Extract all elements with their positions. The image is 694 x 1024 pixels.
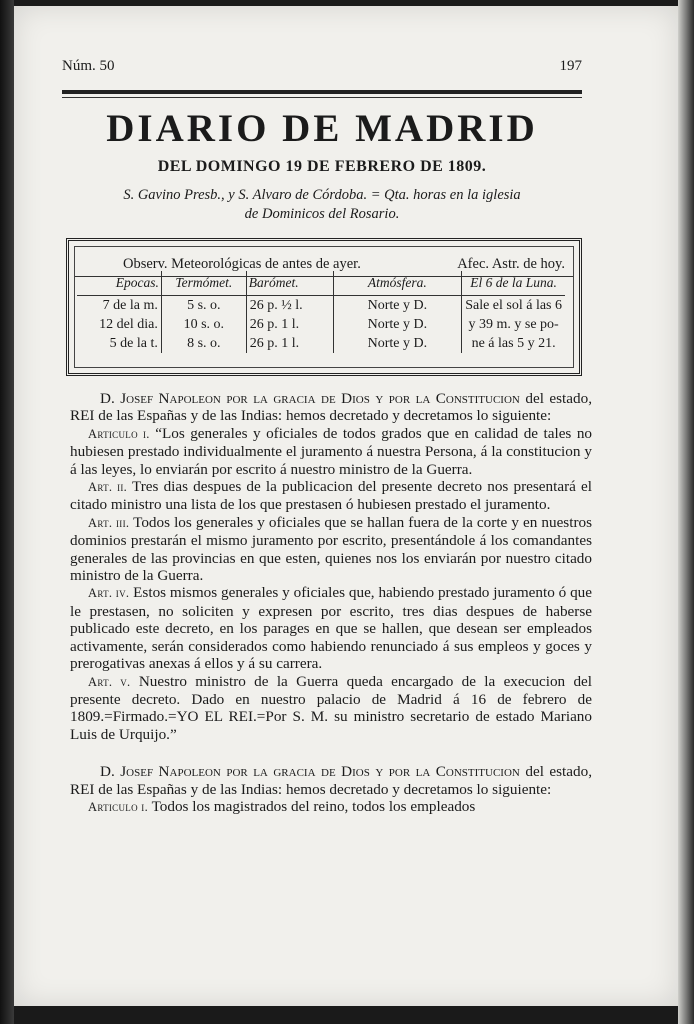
col-epocas: Epocas. <box>77 271 161 296</box>
cell-termometro: 5 s. o. <box>161 296 246 316</box>
cell-epoca: 7 de la m. <box>77 296 161 316</box>
newspaper-title: DIARIO DE MADRID <box>106 107 538 150</box>
article-label: Art. ii. <box>88 480 128 495</box>
decree-2-rest: del estado, REI de las Españas y de las Indias: hemos decretado y decretamos lo siguiente: <box>70 763 592 798</box>
issue-number: Núm. 50 <box>62 58 115 74</box>
col-atmosfera: Atmósfera. <box>333 271 462 296</box>
page-number: 197 <box>559 58 582 74</box>
decree-1-opening <box>70 390 592 425</box>
cell-epoca: 5 de la t. <box>77 334 161 353</box>
page-gutter-shadow <box>0 0 14 1024</box>
col-termometro: Termómet. <box>161 271 246 296</box>
saints-line-2: de Dominicos del Rosario. <box>244 206 400 222</box>
saints-of-the-day <box>62 186 582 224</box>
cell-barometro: 26 p. 1 l. <box>246 334 333 353</box>
cell-termometro: 8 s. o. <box>161 334 246 353</box>
meteo-caption-right: Afec. Astr. de hoy. <box>457 256 565 272</box>
dateline: DEL DOMINGO 19 DE FEBRERO DE 1809. <box>157 158 487 175</box>
cell-luna: ne á las 5 y 21. <box>471 335 556 351</box>
page-right-edge <box>678 0 694 1024</box>
cell-luna: y 39 m. y se po- <box>468 316 559 332</box>
cell-luna: Sale el sol á las 6 <box>465 297 562 313</box>
cell-barometro: 26 p. 1 l. <box>246 315 333 334</box>
cell-atmosfera: Norte y D. <box>333 334 462 353</box>
article-text: Todos los magistrados del reino, todos los empleados <box>151 797 476 815</box>
cell-atmosfera: Norte y D. <box>333 315 462 334</box>
article-text: Estos mismos generales y oficiales que, habiendo prestado juramento ó que le prestasen, no soliciten y expresen por escrito, tres dias despues de haberse publicado este decreto, en los parages en que se hallen, que desean ser empleados activamente, serán considerados como habiendo renunciado á sus empleos y goces y prerogativas anexas á ellos y á su carrera. <box>70 584 593 673</box>
cell-atmosfera: Norte y D. <box>333 296 462 316</box>
decree-2-caps: D. Josef Napoleon por la gracia de Dios y por la Constitucion <box>100 763 520 781</box>
table-row <box>77 315 565 334</box>
decree-1-article-1 <box>70 425 592 478</box>
decree-1-article-5 <box>70 673 592 744</box>
decree-1-caps: D. Josef Napoleon por la gracia de Dios y por la Constitucion <box>100 390 520 407</box>
meteo-table <box>77 271 565 353</box>
article-label: Art. v. <box>88 674 131 689</box>
article-body <box>70 386 592 816</box>
meteorological-table-box <box>66 238 582 376</box>
table-row <box>77 296 565 316</box>
decree-2-opening <box>70 763 592 798</box>
article-text: Tres dias despues de la publicacion del presente decreto nos presentará el citado ministro una lista de los que prestasen ó hubiesen prestado el juramento. <box>70 478 592 514</box>
article-label: Articulo i. <box>88 426 150 441</box>
decree-1-rest: del estado, REI de las Españas y de las Indias: hemos decretado y decretamos lo siguiente: <box>70 390 592 425</box>
article-text: “Los generales y oficiales de todos grados que en calidad de tales no hubiesen prestado individualmente el juramento á nuestra Persona, á la constitucion y á las leyes, lo enviarán por escrito á nuestro ministro de la Guerra. <box>70 424 593 478</box>
decree-1-article-3 <box>70 514 592 585</box>
newspaper-page <box>14 6 678 1006</box>
cell-barometro: 26 p. ½ l. <box>246 296 333 316</box>
meteo-caption-left: Observ. Meteorológicas de antes de ayer. <box>123 256 361 272</box>
article-text: Todos los generales y oficiales que se hallan fuera de la corte y en nuestros dominios prestarán el mismo juramento por escrito, presentándole á los comandantes generales de las provincias en que esten, quienes nos los enviarán por nuestro citado ministro de la Guerra. <box>70 513 593 585</box>
decree-2-article-1 <box>70 798 592 816</box>
header-rule-thick <box>62 90 582 94</box>
article-label: Art. iv. <box>88 586 130 601</box>
article-label: Articulo i. <box>88 799 149 814</box>
meteo-header-row <box>77 271 565 296</box>
header-rule-thin <box>62 97 582 98</box>
decree-1-article-4 <box>70 584 592 672</box>
decree-1-article-2 <box>70 478 592 514</box>
col-luna: El 6 de la Luna. <box>462 271 565 296</box>
page-header <box>62 58 582 80</box>
cell-epoca: 12 del dia. <box>77 315 161 334</box>
section-gap <box>70 743 592 759</box>
saints-line-1: S. Gavino Presb., y S. Alvaro de Córdoba. = Qta. horas en la iglesia <box>123 187 521 203</box>
article-label: Art. iii. <box>88 515 130 530</box>
cell-termometro: 10 s. o. <box>161 315 246 334</box>
col-barometro: Barómet. <box>246 271 333 296</box>
table-row <box>77 334 565 353</box>
article-text: Nuestro ministro de la Guerra queda encargado de la execucion del presente decreto. Dado en nuestro palacio de Madrid á 16 de febrero de 1809.=Firmado.=YO EL REI.=Por S. M. su ministro secretario de estado Mariano Luis de Urquijo.” <box>70 672 593 743</box>
